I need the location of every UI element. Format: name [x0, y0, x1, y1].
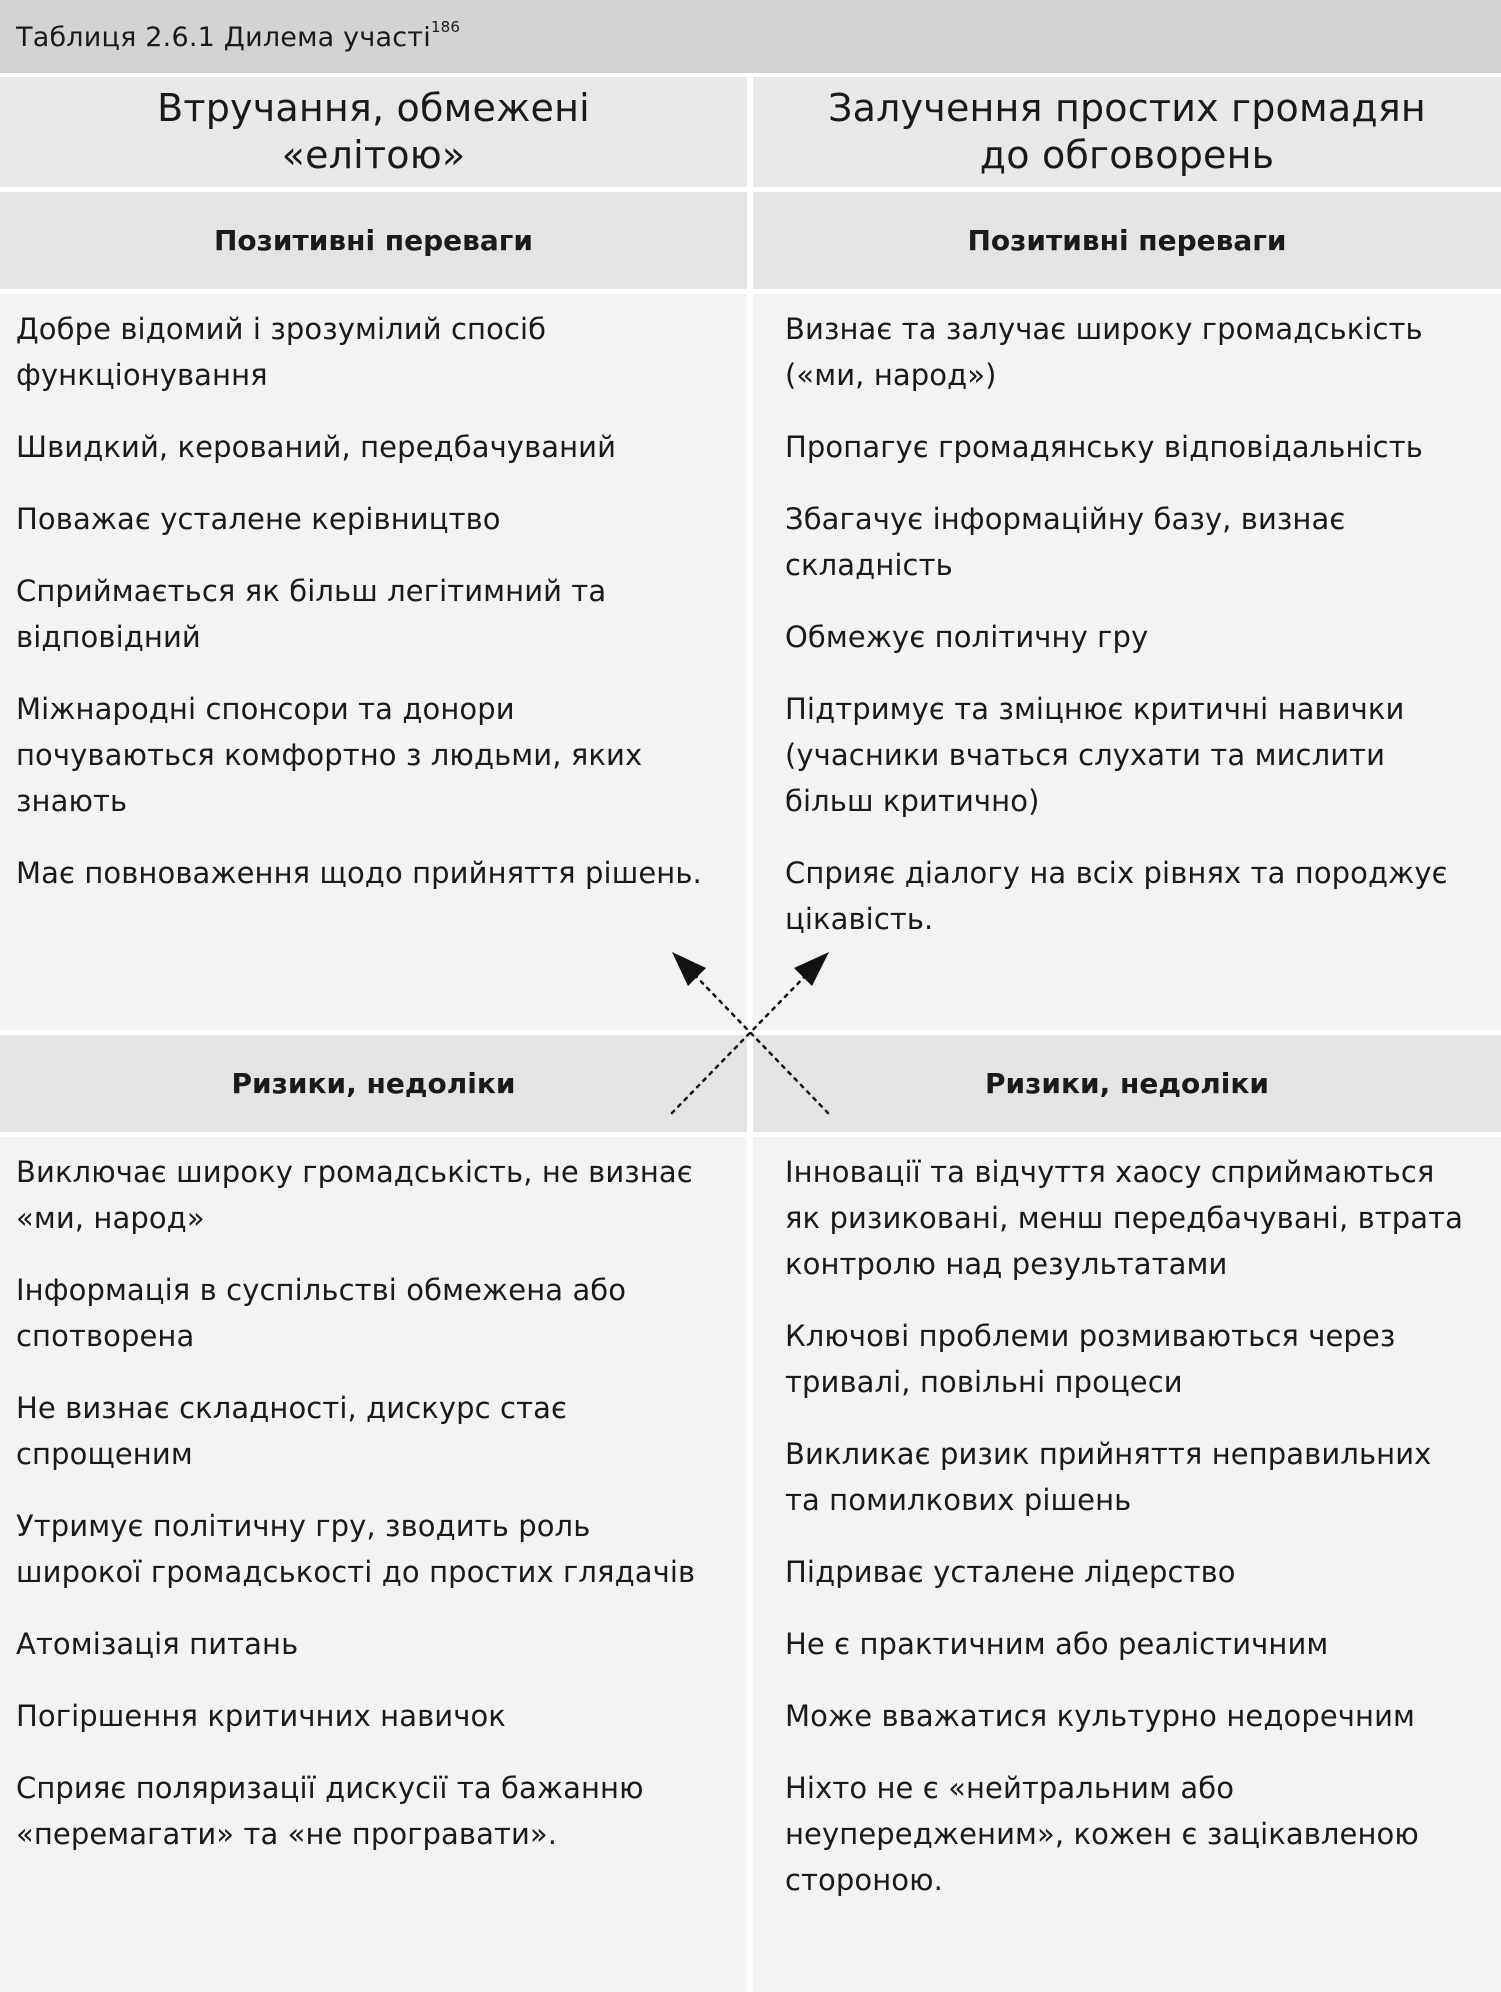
list-item: Сприяє поляризації дискусії та бажанню «перемагати» та «не програвати». [16, 1771, 644, 1851]
right-risks-subheader [753, 1035, 1501, 1132]
right-column-header [753, 77, 1501, 187]
list-item: Пропагує громадянську відповідальність [785, 430, 1423, 464]
table-title-text: Таблиця 2.6.1 Дилема участі [16, 22, 431, 53]
left-column-header [0, 77, 747, 187]
list-item: Добре відомий і зрозумілий спосіб функціонування [16, 312, 547, 392]
list-item: Ніхто не є «нейтральним або неупередженим», кожен є зацікавленою стороною. [785, 1771, 1419, 1897]
list-item: Підтримує та зміцнює критичні навички (учасники вчаться слухати та мислити більш критично) [785, 692, 1405, 818]
left-positives-subheader [0, 192, 747, 289]
left-positives-list [0, 294, 747, 1030]
list-item: Виключає широку громадськість, не визнає «ми, народ» [16, 1155, 693, 1235]
table-title [0, 0, 1501, 73]
list-item: Обмежує політичну гру [785, 620, 1149, 654]
list-item: Міжнародні спонсори та донори почуваються комфортно з людьми, яких знають [16, 692, 643, 818]
list-item: Погіршення критичних навичок [16, 1699, 506, 1733]
list-item: Сприймається як більш легітимний та відповідний [16, 574, 607, 654]
list-item: Інновації та відчуття хаосу сприймаються як ризиковані, менш передбачувані, втрата контролю над результатами [785, 1155, 1464, 1281]
list-item: Інформація в суспільстві обмежена або спотворена [16, 1273, 627, 1353]
left-positives-label: Позитивні переваги [213, 224, 534, 257]
footnote-marker: 186 [430, 18, 461, 36]
right-positives-list [753, 294, 1501, 1030]
list-item: Атомізація питань [16, 1627, 299, 1661]
right-header-text: Залучення простих громадян до обговорень [828, 86, 1426, 177]
list-item: Ключові проблеми розмиваються через тривалі, повільні процеси [785, 1319, 1396, 1399]
list-item: Викликає ризик прийняття неправильних та помилкових рішень [785, 1437, 1432, 1517]
right-positives-subheader [753, 192, 1501, 289]
list-item: Підриває усталене лідерство [785, 1555, 1236, 1589]
list-item: Не є практичним або реалістичним [785, 1627, 1329, 1661]
list-item: Швидкий, керований, передбачуваний [16, 430, 617, 464]
list-item: Сприяє діалогу на всіх рівнях та породжує цікавість. [785, 856, 1448, 936]
list-item: Не визнає складності, дискурс стає спрощеним [16, 1391, 567, 1471]
left-risks-label: Ризики, недоліки [231, 1067, 516, 1100]
right-positives-label: Позитивні переваги [967, 224, 1287, 257]
list-item: Має повноваження щодо прийняття рішень. [16, 856, 702, 890]
list-item: Поважає усталене керівництво [16, 502, 501, 536]
right-risks-list [753, 1137, 1501, 1992]
left-header-text: Втручання, обмежені «елітою» [157, 86, 590, 177]
list-item: Визнає та залучає широку громадськість («ми, народ») [785, 312, 1423, 392]
left-risks-list [0, 1137, 747, 1992]
left-risks-subheader [0, 1035, 747, 1132]
right-risks-label: Ризики, недоліки [985, 1067, 1269, 1100]
list-item: Може вважатися культурно недоречним [785, 1699, 1416, 1733]
list-item: Збагачує інформаційну базу, визнає складність [785, 502, 1346, 582]
list-item: Утримує політичну гру, зводить роль широкої громадськості до простих глядачів [16, 1509, 696, 1589]
